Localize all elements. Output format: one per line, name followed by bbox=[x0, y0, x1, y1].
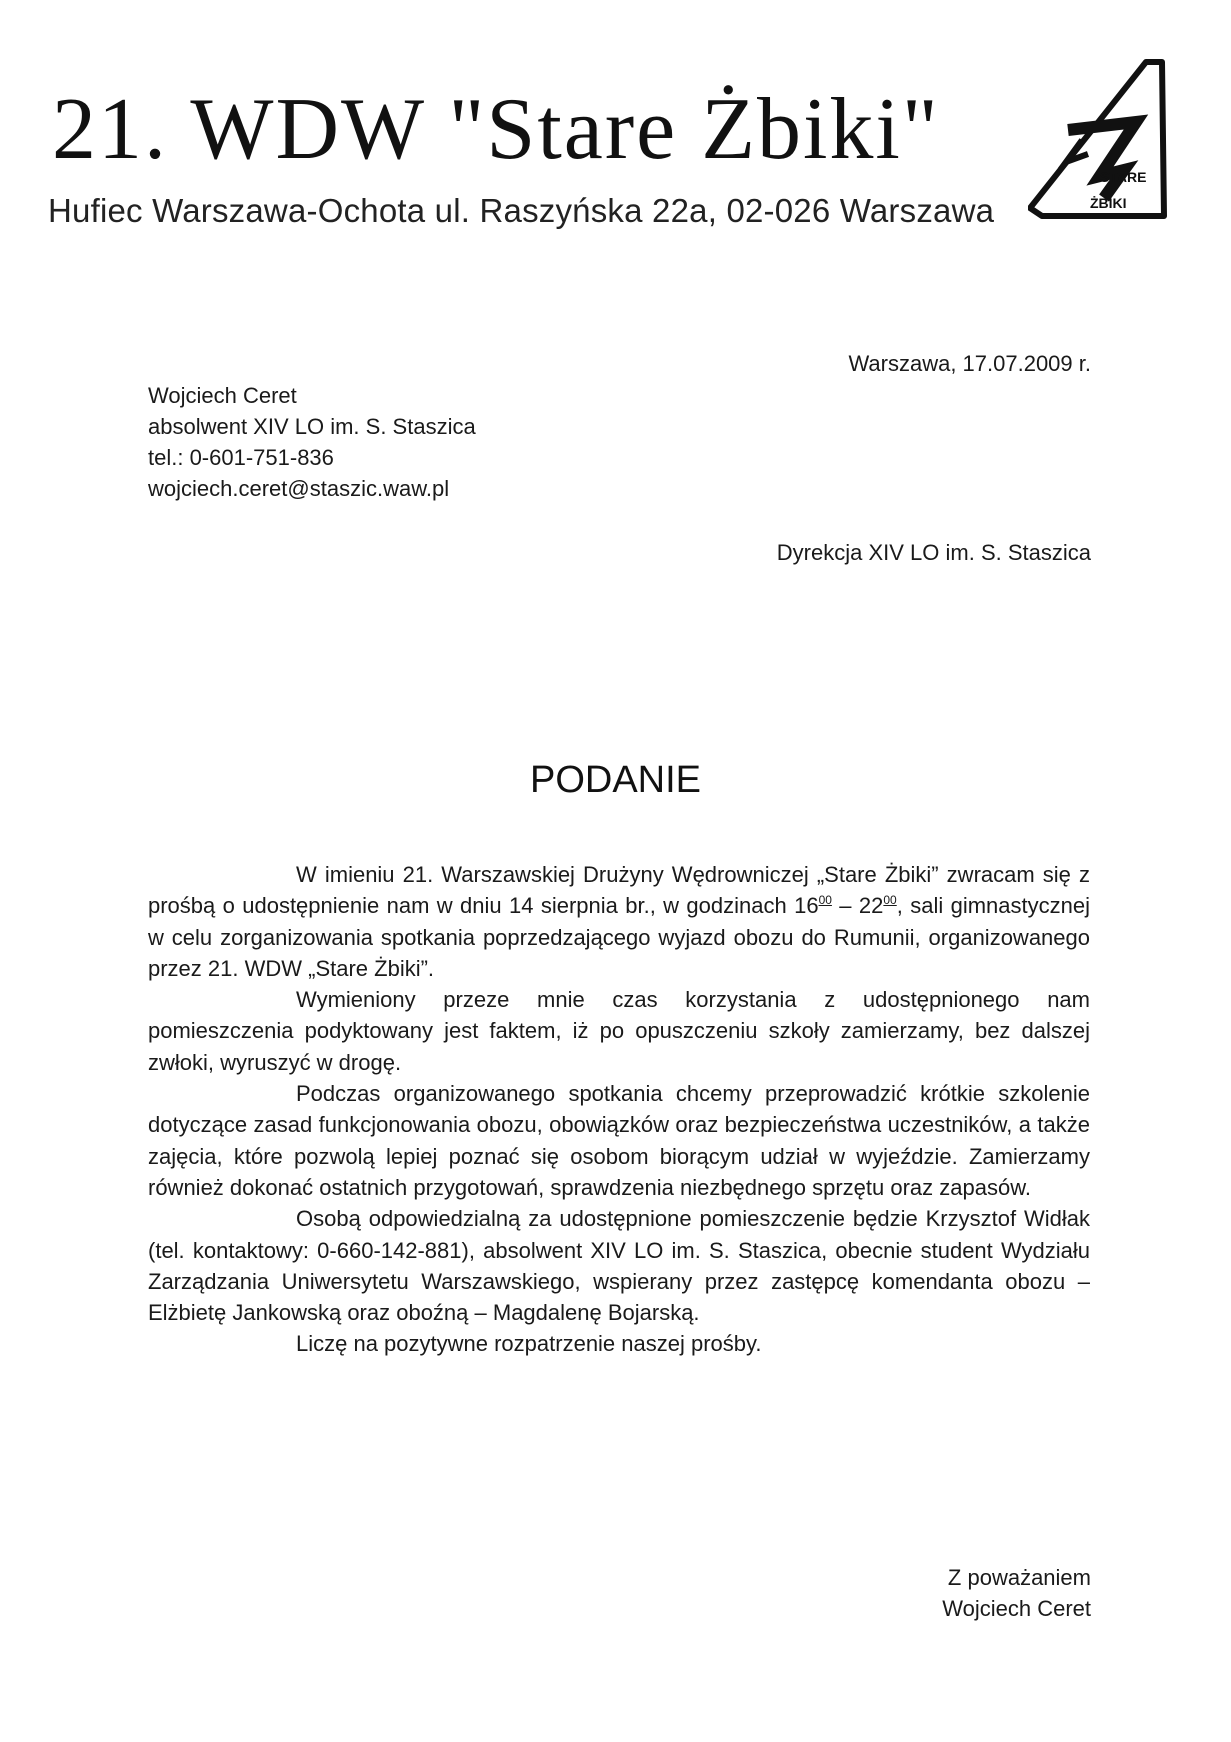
closing-block bbox=[942, 1562, 1091, 1624]
sender-phone: tel.: 0-601-751-836 bbox=[148, 445, 334, 470]
closing-salutation: Z poważaniem bbox=[947, 1565, 1091, 1590]
logo-text-zbiki: ŻBIKI bbox=[1090, 195, 1127, 211]
logo-text-stare: STARE bbox=[1100, 169, 1147, 185]
stare-zbiki-logo-icon bbox=[1028, 58, 1170, 224]
letter-date: Warszawa, 17.07.2009 r. bbox=[848, 351, 1091, 376]
document-title: PODANIE bbox=[529, 759, 702, 801]
sender-name: Wojciech Ceret bbox=[148, 383, 297, 408]
body-paragraph-5: Liczę na pozytywne rozpatrzenie naszej prośby. bbox=[296, 1331, 762, 1357]
body-paragraph-1 bbox=[148, 859, 1090, 984]
sender-email: wojciech.ceret@staszic.waw.pl bbox=[148, 476, 450, 501]
sender-role: absolwent XIV LO im. S. Staszica bbox=[148, 414, 476, 439]
sender-block bbox=[148, 380, 476, 504]
body-paragraph-2: Wymieniony przeze mnie czas korzystania z udostępnionego nam pomieszczenia podyktowany jest faktem, iż po opuszczeniu szkoły zamierzamy, bez dalszej zwłoki, wyruszyć w drogę. bbox=[148, 987, 1090, 1075]
p1-text-b: – 22 bbox=[831, 893, 884, 919]
p1-text-c: , sali gimnastycznej w celu zorganizowania spotkania poprzedzającego wyjazd obozu do Rumunii, organizowanego przez 21. WDW „Stare Żbiki”. bbox=[148, 893, 1090, 981]
time-end-minutes: 00 bbox=[883, 893, 897, 908]
org-address: Hufiec Warszawa-Ochota ul. Raszyńska 22a, 02-026 Warszawa bbox=[48, 192, 995, 229]
recipient: Dyrekcja XIV LO im. S. Staszica bbox=[776, 540, 1091, 565]
org-name-heading: 21. WDW "Stare Żbiki" bbox=[52, 81, 940, 178]
letter-body bbox=[148, 859, 1090, 1360]
closing-signature: Wojciech Ceret bbox=[942, 1596, 1091, 1621]
p1-text-a: W imieniu 21. Warszawskiej Drużyny Wędrowniczej „Stare Żbiki” zwracam się z prośbą o udostępnienie nam w dniu 14 sierpnia br., w godzinach 16 bbox=[148, 862, 1090, 919]
time-start-minutes: 00 bbox=[818, 893, 832, 908]
body-paragraph-4: Osobą odpowiedzialną za udostępnione pomieszczenie będzie Krzysztof Widłak (tel. kontaktowy: 0-660-142-881), absolwent XIV LO im. S. Staszica, obecnie student Wydziału Zarządzania Uniwersytetu Warszawskiego, wspierany przez zastępcę komendanta obozu – Elżbietę Jankowską oraz oboźną – Magdalenę Bojarską. bbox=[148, 1206, 1090, 1326]
body-paragraph-3: Podczas organizowanego spotkania chcemy przeprowadzić krótkie szkolenie dotyczące zasad funkcjonowania obozu, obowiązków oraz bezpieczeństwa uczestników, a także zajęcia, które pozwolą lepiej poznać się osobom biorącym udział w wyjeździe. Zamierzamy również dokonać ostatnich przygotowań, sprawdzenia niezbędnego sprzętu oraz zapasów. bbox=[148, 1081, 1090, 1200]
